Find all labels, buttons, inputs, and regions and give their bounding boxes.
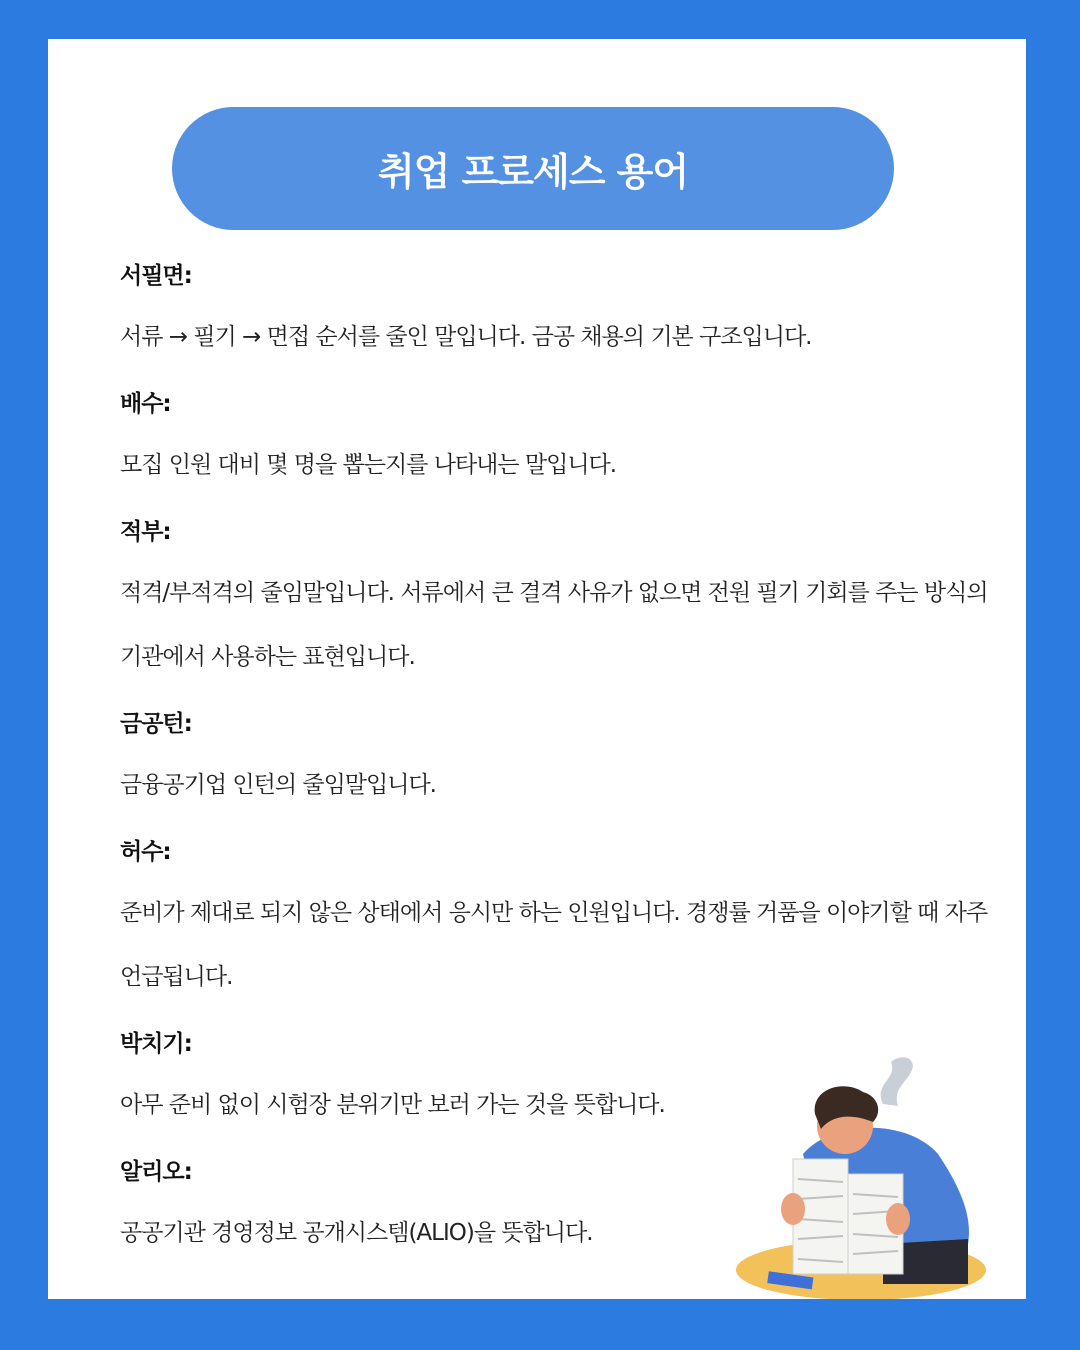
term-label: 알리오:	[120, 1159, 192, 1185]
term-label: 서필면:	[120, 263, 192, 289]
term-description: 모집 인원 대비 몇 명을 뽑는지를 나타내는 말입니다.	[120, 452, 617, 478]
term-label: 적부:	[120, 519, 171, 545]
content-card	[48, 39, 1026, 1299]
title-banner	[172, 107, 894, 230]
term-label: 박치기:	[120, 1031, 192, 1057]
term-description: 준비가 제대로 되지 않은 상태에서 응시만 하는 인원입니다. 경쟁률 거품을 이야기할 때 자주 언급됩니다.	[120, 900, 988, 990]
term-description: 아무 준비 없이 시험장 분위기만 보러 가는 것을 뜻합니다.	[120, 1092, 665, 1118]
term-label: 배수:	[120, 391, 171, 417]
term-label: 허수:	[120, 839, 171, 865]
tired-person-with-paper-stacks-icon	[733, 1044, 993, 1299]
page-title: 취업 프로세스 용어	[377, 150, 689, 194]
term-label: 금공턴:	[120, 711, 192, 737]
term-description: 적격/부적격의 줄임말입니다. 서류에서 큰 결격 사유가 없으면 전원 필기 기회를 주는 방식의 기관에서 사용하는 표현입니다.	[120, 580, 988, 670]
term-description: 서류 → 필기 → 면접 순서를 줄인 말입니다. 금공 채용의 기본 구조입니다.	[120, 324, 812, 350]
term-description: 금융공기업 인턴의 줄임말입니다.	[120, 772, 436, 798]
term-description: 공공기관 경영정보 공개시스템(ALIO)을 뜻합니다.	[120, 1220, 593, 1246]
